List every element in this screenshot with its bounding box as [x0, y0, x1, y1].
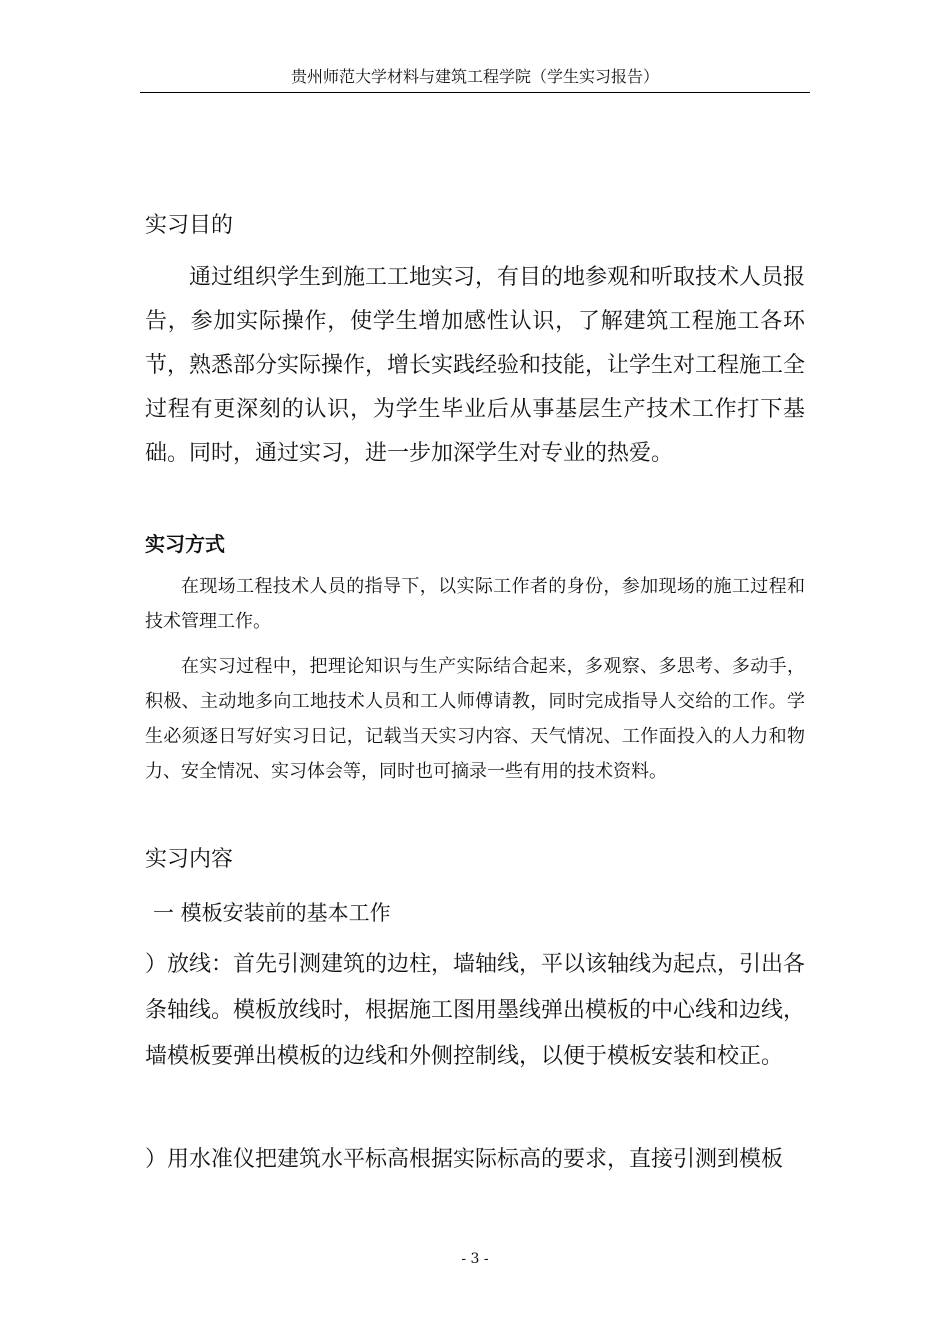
paragraph-item-1: ）放线：首先引测建筑的边柱，墙轴线，平以该轴线为起点，引出各条轴线。模板放线时，根据施工图用墨线弹出模板的中心线和边线，墙模板要弹出模板的边线和外侧控制线，以便于模板安装和校正。 — [145, 952, 806, 1069]
page-number: - 3 - — [461, 1251, 489, 1267]
paragraph-purpose: 通过组织学生到施工工地实习，有目的地参观和听取技术人员报告，参加实际操作，使学生增加感性认识，了解建筑工程施工各环节，熟悉部分实际操作，增长实践经验和技能，让学生对工程施工全过程有更深刻的认识，为学生毕业后从事基层生产技术工作打下基础。同时，通过实习，进一步加深学生对专业的热爱。 — [145, 265, 806, 466]
page-header: 贵州师范大学材料与建筑工程学院（学生实习报告） — [290, 67, 659, 86]
paragraph-method-1: 在现场工程技术人员的指导下，以实际工作者的身份，参加现场的施工过程和技术管理工作。 — [145, 576, 805, 632]
heading-purpose: 实习目的 — [145, 213, 234, 238]
paragraph-method-2: 在实习过程中，把理论知识与生产实际结合起来，多观察、多思考、多动手，积极、主动地多向工地技术人员和工人师傅请教，同时完成指导人交给的工作。学生必须逐日写好实习日记，记载当天实习内容、天气情况、工作面投入的人力和物力、安全情况、实习体会等，同时也可摘录一些有用的技术资料。 — [145, 656, 805, 782]
heading-content: 实习内容 — [145, 847, 234, 872]
header-rule — [140, 92, 810, 93]
subheading-formwork: 一 模板安装前的基本工作 — [153, 901, 391, 925]
paragraph-item-2: ）用水准仪把建筑水平标高根据实际标高的要求，直接引测到模板 — [145, 1147, 784, 1172]
heading-method: 实习方式 — [145, 532, 225, 556]
